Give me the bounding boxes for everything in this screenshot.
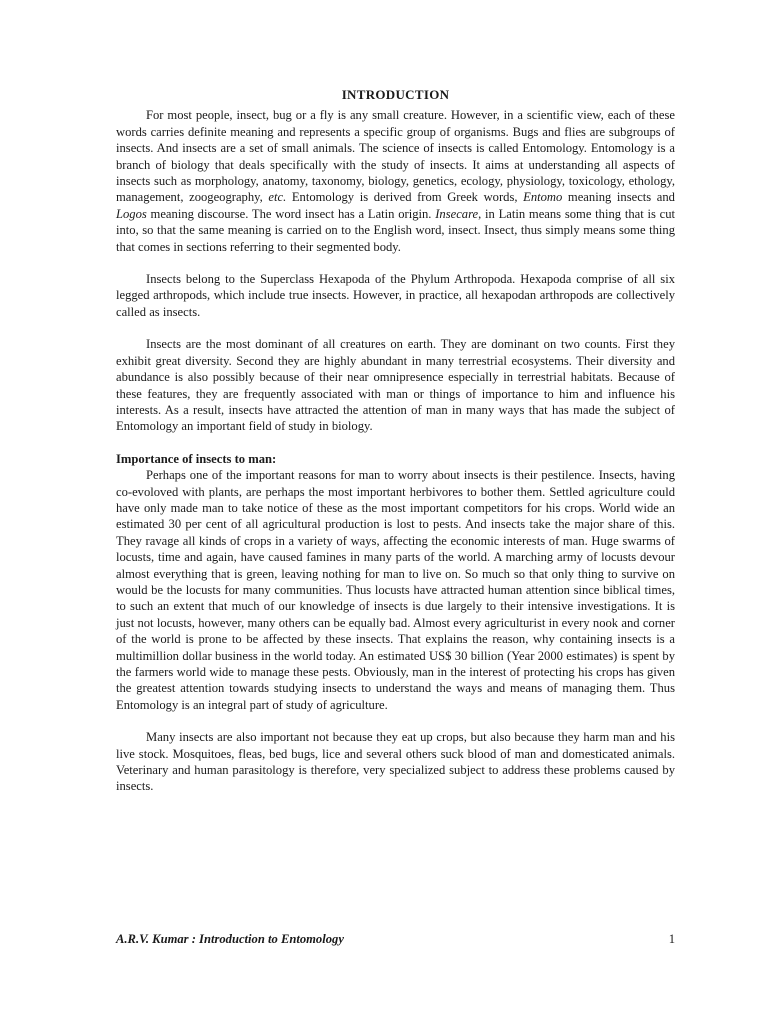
p1-insecare: Insecare [435,206,479,221]
section-heading: Importance of insects to man: [116,451,277,466]
page-body [116,87,675,795]
p1-text-a: For most people, insect, bug or a fly is any small creature. However, in a scientific view, each of these words carries definite meaning and represents a specific group of organisms. Bugs and flies are subgroups of insects. And insects are a set of small animals. The science of insects is called Entomology. Entomology is a branch of biology that deals specifically with the study of insects. It aims at understanding all aspects of insects such as morphology, anatomy, taxonomy, biology, genetics, ecology, physiology, toxicology, ethology, management, zoogeography, [116,108,675,205]
page-number: 1 [668,932,675,946]
p1-logos: Logos [116,206,147,221]
p1-text-c: meaning insects and [562,190,675,205]
footer-author: A.R.V. Kumar : Introduction to Entomology [116,932,344,946]
p1-text-d: meaning discourse. The word insect has a Latin origin. [146,206,436,221]
page-footer [116,932,675,947]
paragraph-hexapoda: Insects belong to the Superclass Hexapoda of the Phylum Arthropoda. Hexapoda comprise of all six legged arthropods, which include true insects. However, in practice, all hexapodan arthropods are collectively called as insects. [116,272,675,319]
p1-etc: etc. [268,190,287,205]
paragraph-definition [116,107,675,255]
p1-text-e: , in Latin means some thing that is cut into, so that the same meaning is carried on to the English word, insect. Insect, thus simply means some thing that comes in sections referring to their segmented body. [116,206,675,254]
paragraph-importance: Perhaps one of the important reasons for man to worry about insects is their pestilence. Insects, having co-evoloved with plants, are perhaps the most important herbivores to bother them. Settled agriculture could have only made man to take notice of these as the most important competitors for his crops. World wide an estimated 30 per cent of all agricultural production is lost to pests. And insects take the major share of this. They ravage all kinds of crops in a variety of ways, affecting the economic interests of man. Huge swarms of locusts, time and again, have caused famines in many parts of the world. A marching army of locusts devour almost everything that is green, leaving nothing for man to live on. So much so that only thing to survive on would be the locusts for many communities. Thus locusts have attracted human attention since biblical times, to such an extent that much of our knowledge of insects is due largely to their intensive investigations. It is just not locusts, however, many others can be equally bad. Almost every agriculturist in every nook and corner of the world is prone to be affected by these insects. That explains the reason, why containing insects is a multimillion dollar business in the world today. An estimated US$ 30 billion (Year 2000 estimates) is spent by the farmers world wide to manage these pests. Obviously, man in the interest of protecting his crops has given the greatest attention towards studying insects to understand the ways and means of managing them. Thus Entomology is an integral part of study of agriculture. [116,468,675,712]
p1-text-b: Entomology is derived from Greek words, [286,190,524,205]
paragraph-parasites: Many insects are also important not because they eat up crops, but also because they harm man and his live stock. Mosquitoes, fleas, bed bugs, lice and several others suck blood of man and domesticated animals. Veterinary and human parasitology is therefore, very specialized subject to address these problems caused by insects. [116,730,675,794]
page-title: INTRODUCTION [341,87,450,102]
p1-entomo: Entomo [523,190,563,205]
paragraph-dominance: Insects are the most dominant of all creatures on earth. They are dominant on two counts. First they exhibit great diversity. Second they are highly abundant in many terrestrial ecosystems. Their diversity and abundance is also possibly because of their near omnipresence especially in terrestrial habitats. Because of these features, they are frequently associated with man or things of importance to him and influence his interests. As a result, insects have attracted the attention of man in many ways that has made the subject of Entomology an important field of study in biology. [116,337,675,434]
